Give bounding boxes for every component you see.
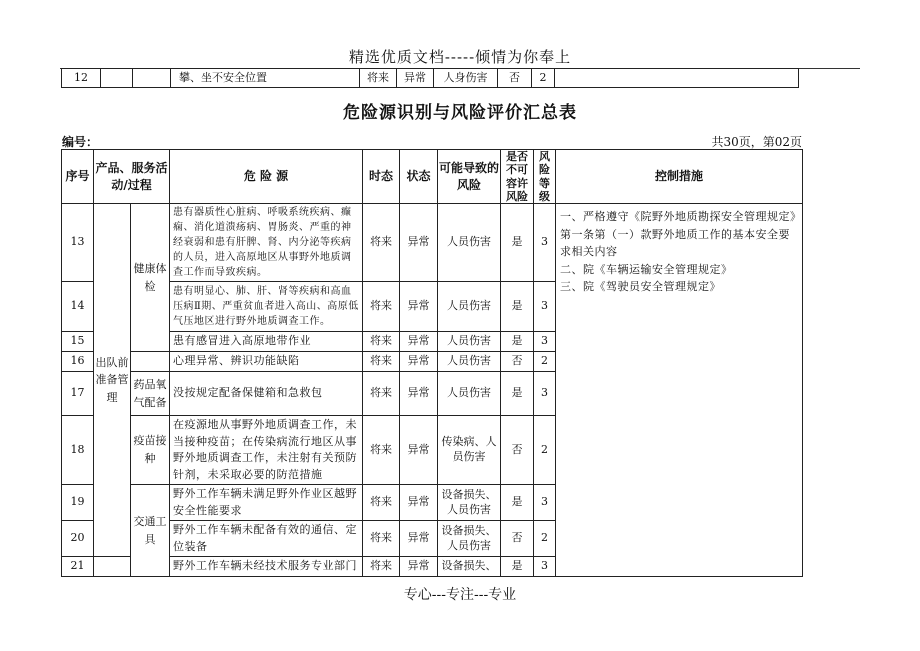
number-label: 编号：: [62, 135, 99, 149]
hazard-cell: 心理异常、辨识功能缺陷: [170, 352, 363, 372]
header-activity: 产品、服务活动/过程: [94, 150, 170, 204]
level-cell: 3: [534, 485, 556, 521]
status-cell: 异常: [400, 485, 438, 521]
status-cell: 异常: [400, 204, 438, 282]
intolerable-cell: 否: [498, 69, 532, 88]
row-number: 16: [62, 352, 94, 372]
level-cell: 3: [534, 332, 556, 352]
header-no: 序号: [62, 150, 94, 204]
risk-cell: 人员伤害: [438, 332, 501, 352]
subgroup-vaccine: 疫苗接种: [131, 416, 170, 485]
page-count: 共30页，第02页: [711, 135, 802, 149]
row-number: 18: [62, 416, 94, 485]
hazard-cell: 没按规定配备保健箱和急救包: [170, 372, 363, 416]
page-header: 精选优质文档-----倾情为你奉上: [348, 48, 572, 66]
header-level: 风险等级: [534, 150, 556, 204]
level-cell: 2: [534, 352, 556, 372]
hazard-cell: 患有器质性心脏病、呼吸系统疾病、癫痫、消化道溃疡病、胃肠炎、严重的神经衰弱和患有肝脾、肾、内分泌等疾病的人员，进入高原地区从事野外地质调查工作而导致疾病。: [170, 204, 363, 282]
subgroup-transport: 交通工具: [131, 485, 170, 577]
intolerable-cell: 是: [501, 332, 534, 352]
page-footer: 专心---专注---专业: [403, 587, 517, 603]
row-number: 17: [62, 372, 94, 416]
intolerable-cell: 是: [501, 485, 534, 521]
header-status: 状态: [400, 150, 438, 204]
level-cell: 3: [534, 204, 556, 282]
time-state-cell: 将来: [363, 332, 400, 352]
risk-cell: 传染病、人员伤害: [438, 416, 501, 485]
time-state-cell: 将来: [363, 372, 400, 416]
header-risk: 可能导致的风险: [438, 150, 501, 204]
hazard-cell: 患有明显心、肺、肝、肾等疾病和高血压病Ⅱ期、严重贫血者进入高山、高原低气压地区进行野外地质调查工作。: [170, 282, 363, 332]
table-row: [62, 204, 803, 282]
level-cell: 2: [532, 69, 555, 88]
risk-cell: 设备损失、人员伤害: [438, 521, 501, 557]
header-control: 控制措施: [556, 150, 803, 204]
time-state-cell: 将来: [360, 69, 397, 88]
level-cell: 2: [534, 521, 556, 557]
time-state-cell: 将来: [363, 557, 400, 577]
hazard-cell: 野外工作车辆未经技术服务专业部门: [170, 557, 363, 577]
header-row: [62, 150, 803, 204]
risk-cell: 设备损失、: [438, 557, 501, 577]
status-cell: 异常: [400, 282, 438, 332]
row-number: 12: [62, 69, 101, 88]
time-state-cell: 将来: [363, 282, 400, 332]
time-state-cell: 将来: [363, 485, 400, 521]
level-cell: 2: [534, 416, 556, 485]
activity-group-cell: 出队前准备管理: [94, 204, 131, 557]
header-hazard: 危 险 源: [170, 150, 363, 204]
hazard-cell: 野外工作车辆未满足野外作业区越野安全性能要求: [170, 485, 363, 521]
header-time-state: 时态: [363, 150, 400, 204]
intolerable-cell: 否: [501, 416, 534, 485]
row-number: 13: [62, 204, 94, 282]
intolerable-cell: 是: [501, 372, 534, 416]
risk-cell: 人身伤害: [434, 69, 498, 88]
subgroup-medicine: 药品氧气配备: [131, 372, 170, 416]
status-cell: 异常: [400, 416, 438, 485]
time-state-cell: 将来: [363, 416, 400, 485]
time-state-cell: 将来: [363, 204, 400, 282]
hazard-cell: 攀、坐不安全位置: [171, 69, 360, 88]
hazard-cell: 患有感冒进入高原地带作业: [170, 332, 363, 352]
intolerable-cell: 是: [501, 204, 534, 282]
subgroup-health: 健康体检: [131, 204, 170, 352]
control-measures-cell: 一、严格遵守《院野外地质勘探安全管理规定》第一条第（一）款野外地质工作的基本安全要求相关内容 二、院《车辆运输安全管理规定》 三、院《驾驶员安全管理规定》: [556, 204, 803, 577]
hazard-cell: 在疫源地从事野外地质调查工作，未当接种疫苗；在传染病流行地区从事野外地质调查工作，未注射有关预防针剂，未采取必要的防范措施: [170, 416, 363, 485]
level-cell: 3: [534, 372, 556, 416]
status-cell: 异常: [400, 521, 438, 557]
status-cell: 异常: [400, 557, 438, 577]
row-number: 15: [62, 332, 94, 352]
hazard-risk-table: [61, 149, 803, 577]
status-cell: 异常: [400, 352, 438, 372]
level-cell: 3: [534, 557, 556, 577]
intolerable-cell: 是: [501, 557, 534, 577]
risk-cell: 人员伤害: [438, 372, 501, 416]
intolerable-cell: 是: [501, 282, 534, 332]
previous-page-row-table: [61, 68, 799, 88]
row-number: 21: [62, 557, 94, 577]
row-number: 14: [62, 282, 94, 332]
risk-cell: 人员伤害: [438, 204, 501, 282]
time-state-cell: 将来: [363, 352, 400, 372]
row-number: 20: [62, 521, 94, 557]
intolerable-cell: 否: [501, 352, 534, 372]
status-cell: 异常: [397, 69, 434, 88]
hazard-cell: 野外工作车辆未配备有效的通信、定位装备: [170, 521, 363, 557]
header-intolerable: 是否不可容许风险: [501, 150, 534, 204]
risk-cell: 人员伤害: [438, 282, 501, 332]
status-cell: 异常: [400, 372, 438, 416]
table-row: [62, 69, 799, 88]
intolerable-cell: 否: [501, 521, 534, 557]
document-title: 危险源识别与风险评价汇总表: [343, 103, 577, 123]
risk-cell: 设备损失、人员伤害: [438, 485, 501, 521]
time-state-cell: 将来: [363, 521, 400, 557]
level-cell: 3: [534, 282, 556, 332]
row-number: 19: [62, 485, 94, 521]
risk-cell: 人员伤害: [438, 352, 501, 372]
status-cell: 异常: [400, 332, 438, 352]
